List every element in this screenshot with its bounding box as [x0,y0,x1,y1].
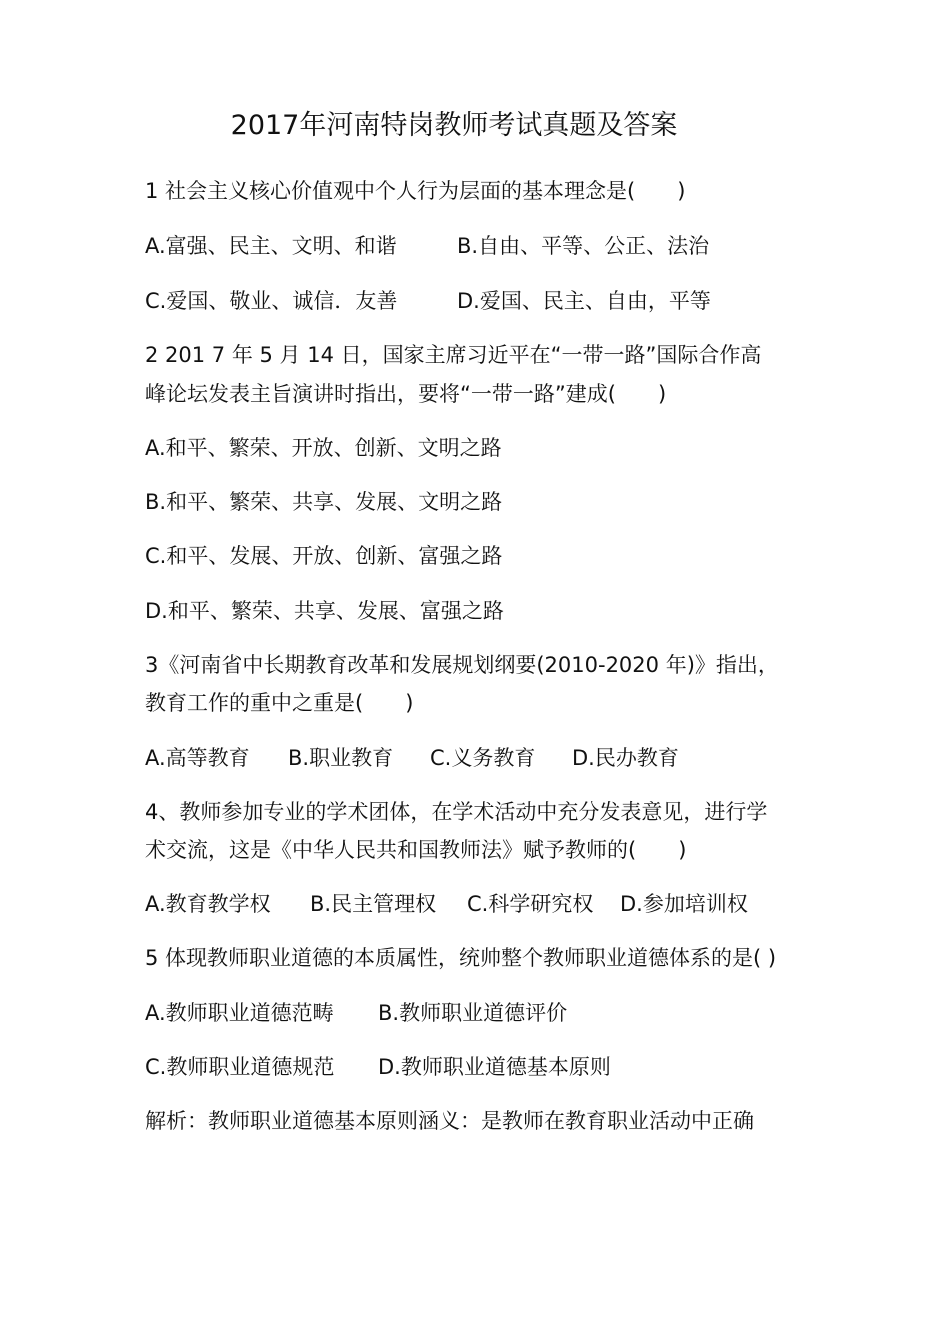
question-1-stem: 1 社会主义核心价值观中个人行为层面的基本理念是( ) [145,179,686,203]
question-2-stem-line-1: 2 201 7 年 5 月 14 日，国家主席习近平在“一带一路”国际合作高 [145,343,762,367]
question-2-option-d: D.和平、繁荣、共享、发展、富强之路 [145,599,504,623]
question-1-option-c: C.爱国、敬业、诚信．友善 [145,289,398,313]
question-5-options-row-2 [145,1052,611,1082]
question-1-option-a: A.富强、民主、文明、和谐 [145,234,397,258]
question-2-option-a: A.和平、繁荣、开放、创新、文明之路 [145,436,502,460]
question-4-stem-line-1: 4、教师参加专业的学术团体，在学术活动中充分发表意见，进行学 [145,800,768,824]
question-3-options-row [145,743,679,773]
question-2-stem-line-2: 峰论坛发表主旨演讲时指出，要将“一带一路”建成( ) [145,382,667,406]
question-3-option-b: B.职业教育 [288,746,394,770]
analysis-text: 解析：教师职业道德基本原则涵义：是教师在教育职业活动中正确 [145,1109,754,1133]
question-1-options-row-1 [145,231,709,261]
question-4-stem-line-2: 术交流，这是《中华人民共和国教师法》赋予教师的( ) [145,838,687,862]
question-2-option-b: B.和平、繁荣、共享、发展、文明之路 [145,490,503,514]
question-1-option-b: B.自由、平等、公正、法治 [457,234,710,258]
question-4-option-d: D.参加培训权 [620,892,748,916]
question-5-option-a: A.教师职业道德范畴 [145,1001,334,1025]
question-1-options-row-2 [145,286,711,316]
question-3-option-d: D.民办教育 [572,746,679,770]
question-3-stem-line-1: 3《河南省中长期教育改革和发展规划纲要(2010-2020 年)》指出， [145,653,779,677]
question-5-stem: 5 体现教师职业道德的本质属性，统帅整个教师职业道德体系的是( ) [145,946,777,970]
question-5-option-b: B.教师职业道德评价 [378,1001,568,1025]
question-3-stem-line-2: 教育工作的重中之重是( ) [145,691,414,715]
question-5-option-d: D.教师职业道德基本原则 [378,1055,611,1079]
question-3-option-c: C.义务教育 [430,746,536,770]
question-1-option-d: D.爱国、民主、自由，平等 [457,289,711,313]
question-5-options-row-1 [145,998,567,1028]
question-4-option-c: C.科学研究权 [467,892,594,916]
question-5-option-c: C.教师职业道德规范 [145,1055,335,1079]
question-3-option-a: A.高等教育 [145,746,250,770]
question-4-option-b: B.民主管理权 [310,892,437,916]
question-4-option-a: A.教育教学权 [145,892,271,916]
question-4-options-row [145,889,748,919]
document-title: 2017年河南特岗教师考试真题及答案 [230,110,678,141]
question-2-option-c: C.和平、发展、开放、创新、富强之路 [145,544,503,568]
